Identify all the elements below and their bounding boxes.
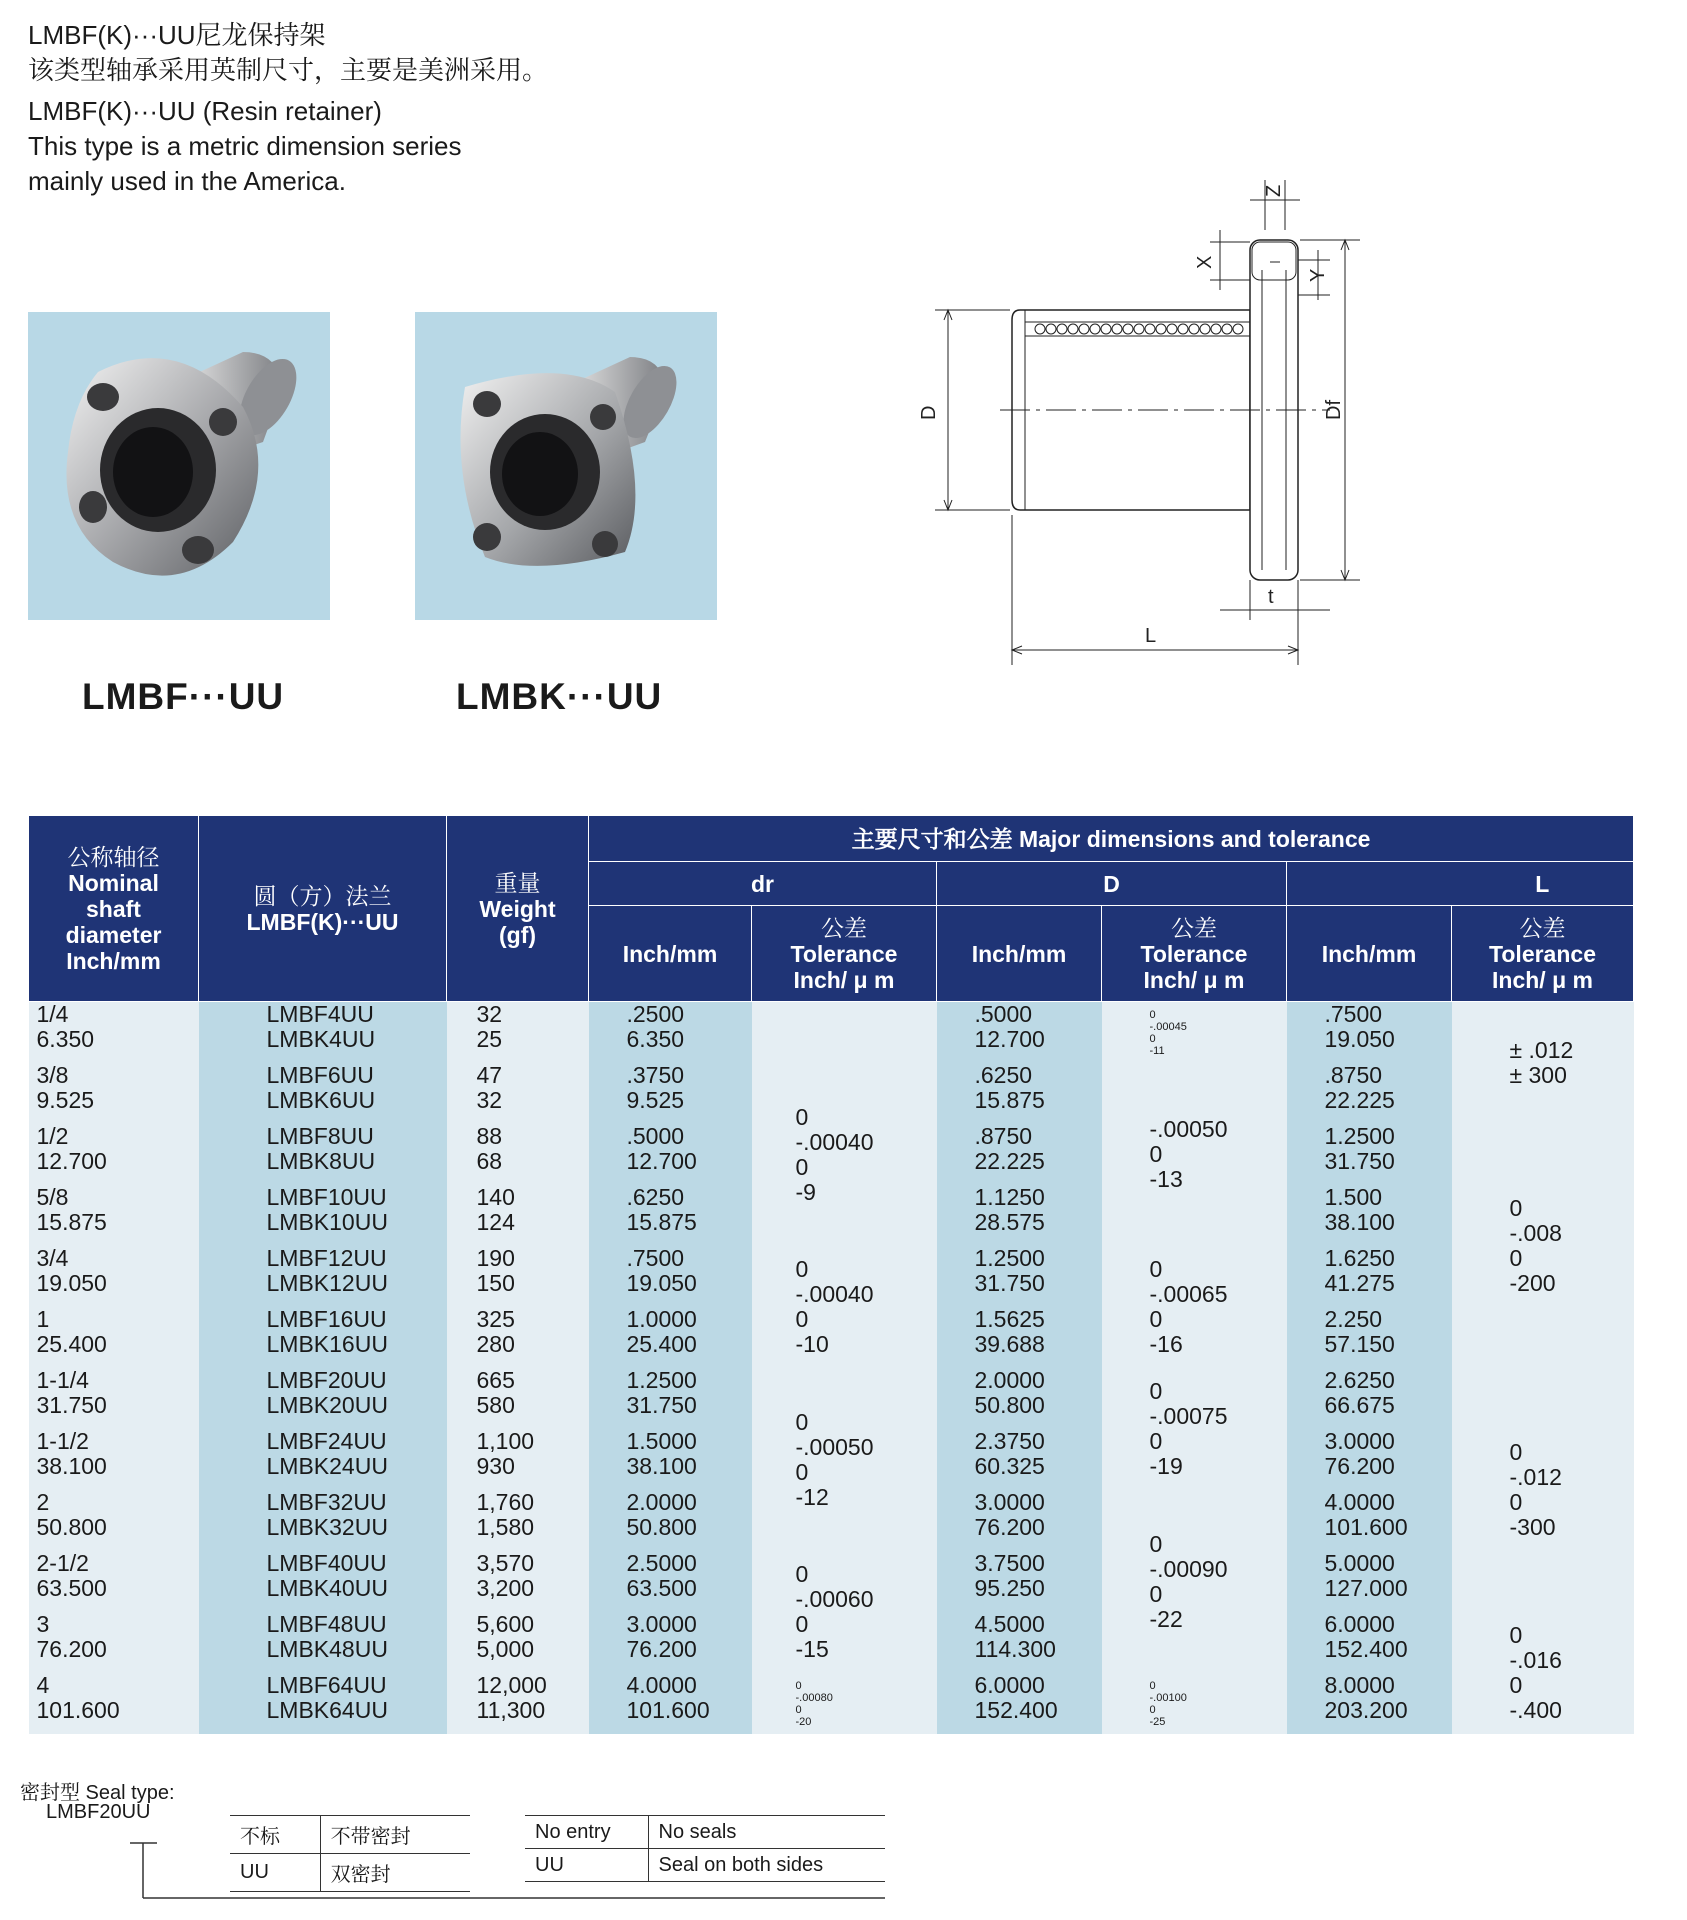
label-z: Z [1263, 184, 1285, 197]
dr-tolerance-cell: 0 -.00040 0 -10 [752, 1246, 937, 1368]
L-value-cell: 1.500 38.100 [1287, 1185, 1452, 1246]
weight-cell: 12,000 11,300 [447, 1673, 589, 1734]
D-tolerance-cell: 0 -.00065 0 -16 [1102, 1246, 1287, 1368]
D-value-cell: .8750 22.225 [937, 1124, 1102, 1185]
dr-tolerance-cell: 0 -.00040 0 -9 [752, 1063, 937, 1246]
seal-type-title: 密封型 Seal type: [20, 1782, 175, 1804]
product-label-lmbf: LMBF···UU [82, 676, 285, 717]
intro-title-en: LMBF(K)···UU (Resin retainer) [28, 96, 382, 126]
header-D-tolerance: 公差 Tolerance Inch/ μ m [1102, 906, 1287, 1002]
dr-tolerance-cell [752, 1002, 937, 1064]
dr-value-cell: .5000 12.700 [589, 1124, 752, 1185]
model-cell: LMBF24UU LMBK24UU [199, 1429, 447, 1490]
D-value-cell: 4.5000 114.300 [937, 1612, 1102, 1673]
L-value-cell: 6.0000 152.400 [1287, 1612, 1452, 1673]
D-value-cell: 6.0000 152.400 [937, 1673, 1102, 1734]
model-cell: LMBF10UU LMBK10UU [199, 1185, 447, 1246]
shaft-diameter-cell: 3 76.200 [29, 1612, 199, 1673]
label-y: Y [1307, 268, 1329, 282]
table-row [29, 1246, 1634, 1307]
dimension-diagram [900, 170, 1420, 675]
weight-cell: 665 580 [447, 1368, 589, 1429]
seal-en-code-1: UU [525, 1849, 648, 1882]
shaft-diameter-cell: 2 50.800 [29, 1490, 199, 1551]
seal-en-desc-0: No seals [648, 1816, 885, 1849]
seal-cn-code-1: UU [230, 1854, 320, 1892]
L-tolerance-cell: 0 -.016 0 -.400 [1452, 1612, 1634, 1734]
model-cell: LMBF6UU LMBK6UU [199, 1063, 447, 1124]
shaft-diameter-cell: 1/4 6.350 [29, 1002, 199, 1064]
header-L-inch-mm: Inch/mm [1287, 906, 1452, 1002]
seal-cn-desc-0: 不带密封 [320, 1816, 470, 1854]
L-value-cell: .7500 19.050 [1287, 1002, 1452, 1064]
dr-value-cell: .7500 19.050 [589, 1246, 752, 1307]
L-value-cell: 2.250 57.150 [1287, 1307, 1452, 1368]
product-photo-square-flange [415, 312, 717, 620]
dr-tolerance-cell: 0 -.00080 0 -20 [752, 1673, 937, 1734]
dr-tolerance-cell: 0 -.00050 0 -12 [752, 1368, 937, 1551]
shaft-diameter-cell: 1/2 12.700 [29, 1124, 199, 1185]
intro-title-cn: LMBF(K)···UU尼龙保持架 [28, 20, 326, 50]
D-tolerance-cell: 0 -.00045 0 -11 [1102, 1002, 1287, 1064]
weight-cell: 47 32 [447, 1063, 589, 1124]
header-model: 圆（方）法兰 LMBF(K)···UU [199, 816, 447, 1002]
L-value-cell: 3.0000 76.200 [1287, 1429, 1452, 1490]
header-D: D [937, 862, 1287, 906]
shaft-diameter-cell: 5/8 15.875 [29, 1185, 199, 1246]
weight-cell: 88 68 [447, 1124, 589, 1185]
dr-value-cell: .6250 15.875 [589, 1185, 752, 1246]
seal-en-code-0: No entry [525, 1816, 648, 1849]
dr-value-cell: 1.5000 38.100 [589, 1429, 752, 1490]
label-d: D [918, 405, 940, 420]
weight-cell: 3,570 3,200 [447, 1551, 589, 1612]
L-tolerance-cell: ± .012 ± 300 [1452, 1002, 1634, 1125]
model-cell: LMBF64UU LMBK64UU [199, 1673, 447, 1734]
product-photo-round-flange [28, 312, 330, 620]
model-cell: LMBF4UU LMBK4UU [199, 1002, 447, 1064]
seal-table-en [525, 1815, 885, 1882]
D-tolerance-cell: 0 -.00100 0 -25 [1102, 1673, 1287, 1734]
header-L-tolerance: 公差 Tolerance Inch/ μ m [1452, 906, 1634, 1002]
L-value-cell: 5.0000 127.000 [1287, 1551, 1452, 1612]
dr-tolerance-cell: 0 -.00060 0 -15 [752, 1551, 937, 1673]
D-tolerance-cell: 0 -.00075 0 -19 [1102, 1368, 1287, 1490]
L-tolerance-cell: 0 -.012 0 -300 [1452, 1368, 1634, 1612]
intro-desc-en-1: This type is a metric dimension series [28, 131, 462, 161]
seal-en-desc-1: Seal on both sides [648, 1849, 885, 1882]
model-cell: LMBF20UU LMBK20UU [199, 1368, 447, 1429]
seal-cn-desc-1: 双密封 [320, 1854, 470, 1892]
table-row [29, 1368, 1634, 1429]
D-tolerance-cell: 0 -.00090 0 -22 [1102, 1490, 1287, 1673]
intro-desc-en-2: mainly used in the America. [28, 166, 346, 196]
label-x: X [1194, 255, 1216, 269]
shaft-diameter-cell: 1-1/2 38.100 [29, 1429, 199, 1490]
weight-cell: 1,760 1,580 [447, 1490, 589, 1551]
dr-value-cell: .3750 9.525 [589, 1063, 752, 1124]
shaft-diameter-cell: 3/4 19.050 [29, 1246, 199, 1307]
header-weight: 重量 Weight (gf) [447, 816, 589, 1002]
table-row [29, 1002, 1634, 1064]
L-tolerance-cell: 0 -.008 0 -200 [1452, 1124, 1634, 1368]
weight-cell: 1,100 930 [447, 1429, 589, 1490]
L-value-cell: 1.6250 41.275 [1287, 1246, 1452, 1307]
D-value-cell: .6250 15.875 [937, 1063, 1102, 1124]
dr-value-cell: 3.0000 76.200 [589, 1612, 752, 1673]
header-L: L [1452, 862, 1634, 906]
weight-cell: 190 150 [447, 1246, 589, 1307]
D-value-cell: 1.1250 28.575 [937, 1185, 1102, 1246]
shaft-diameter-cell: 2-1/2 63.500 [29, 1551, 199, 1612]
header-D-inch-mm: Inch/mm [937, 906, 1102, 1002]
L-value-cell: 1.2500 31.750 [1287, 1124, 1452, 1185]
dr-value-cell: 2.5000 63.500 [589, 1551, 752, 1612]
model-cell: LMBF48UU LMBK48UU [199, 1612, 447, 1673]
shaft-diameter-cell: 3/8 9.525 [29, 1063, 199, 1124]
header-major-dimensions: 主要尺寸和公差 Major dimensions and tolerance [589, 816, 1634, 862]
L-value-cell: 4.0000 101.600 [1287, 1490, 1452, 1551]
dr-value-cell: 1.2500 31.750 [589, 1368, 752, 1429]
table-row [29, 1673, 1634, 1734]
header-dr-inch-mm: Inch/mm [589, 906, 752, 1002]
D-value-cell: .5000 12.700 [937, 1002, 1102, 1064]
table-row [29, 1551, 1634, 1612]
label-df: Df [1323, 400, 1345, 420]
dr-value-cell: 1.0000 25.400 [589, 1307, 752, 1368]
model-cell: LMBF32UU LMBK32UU [199, 1490, 447, 1551]
D-value-cell: 1.5625 39.688 [937, 1307, 1102, 1368]
intro-text [28, 18, 548, 199]
header-shaft: 公称轴径 Nominal shaft diameter Inch/mm [29, 816, 199, 1002]
header-dr: dr [589, 862, 937, 906]
seal-cn-code-0: 不标 [230, 1816, 320, 1854]
seal-type-model: LMBF20UU [46, 1801, 151, 1823]
D-value-cell: 2.3750 60.325 [937, 1429, 1102, 1490]
D-value-cell: 3.0000 76.200 [937, 1490, 1102, 1551]
dr-value-cell: 2.0000 50.800 [589, 1490, 752, 1551]
product-label-lmbk: LMBK···UU [456, 676, 663, 717]
header-dr-tolerance: 公差 Tolerance Inch/ μ m [752, 906, 937, 1002]
label-t: t [1268, 586, 1274, 608]
seal-table-cn [230, 1815, 470, 1892]
D-tolerance-cell: -.00050 0 -13 [1102, 1063, 1287, 1246]
weight-cell: 5,600 5,000 [447, 1612, 589, 1673]
spec-table [28, 815, 1634, 1734]
L-value-cell: .8750 22.225 [1287, 1063, 1452, 1124]
table-row [29, 1063, 1634, 1124]
model-cell: LMBF16UU LMBK16UU [199, 1307, 447, 1368]
weight-cell: 140 124 [447, 1185, 589, 1246]
dr-value-cell: .2500 6.350 [589, 1002, 752, 1064]
model-cell: LMBF40UU LMBK40UU [199, 1551, 447, 1612]
L-value-cell: 2.6250 66.675 [1287, 1368, 1452, 1429]
model-cell: LMBF8UU LMBK8UU [199, 1124, 447, 1185]
model-cell: LMBF12UU LMBK12UU [199, 1246, 447, 1307]
shaft-diameter-cell: 4 101.600 [29, 1673, 199, 1734]
intro-desc-cn: 该类型轴承采用英制尺寸，主要是美洲采用。 [28, 55, 549, 85]
shaft-diameter-cell: 1 25.400 [29, 1307, 199, 1368]
D-value-cell: 2.0000 50.800 [937, 1368, 1102, 1429]
D-value-cell: 3.7500 95.250 [937, 1551, 1102, 1612]
weight-cell: 325 280 [447, 1307, 589, 1368]
L-value-cell: 8.0000 203.200 [1287, 1673, 1452, 1734]
weight-cell: 32 25 [447, 1002, 589, 1064]
D-value-cell: 1.2500 31.750 [937, 1246, 1102, 1307]
label-l: L [1145, 625, 1157, 647]
dr-value-cell: 4.0000 101.600 [589, 1673, 752, 1734]
shaft-diameter-cell: 1-1/4 31.750 [29, 1368, 199, 1429]
